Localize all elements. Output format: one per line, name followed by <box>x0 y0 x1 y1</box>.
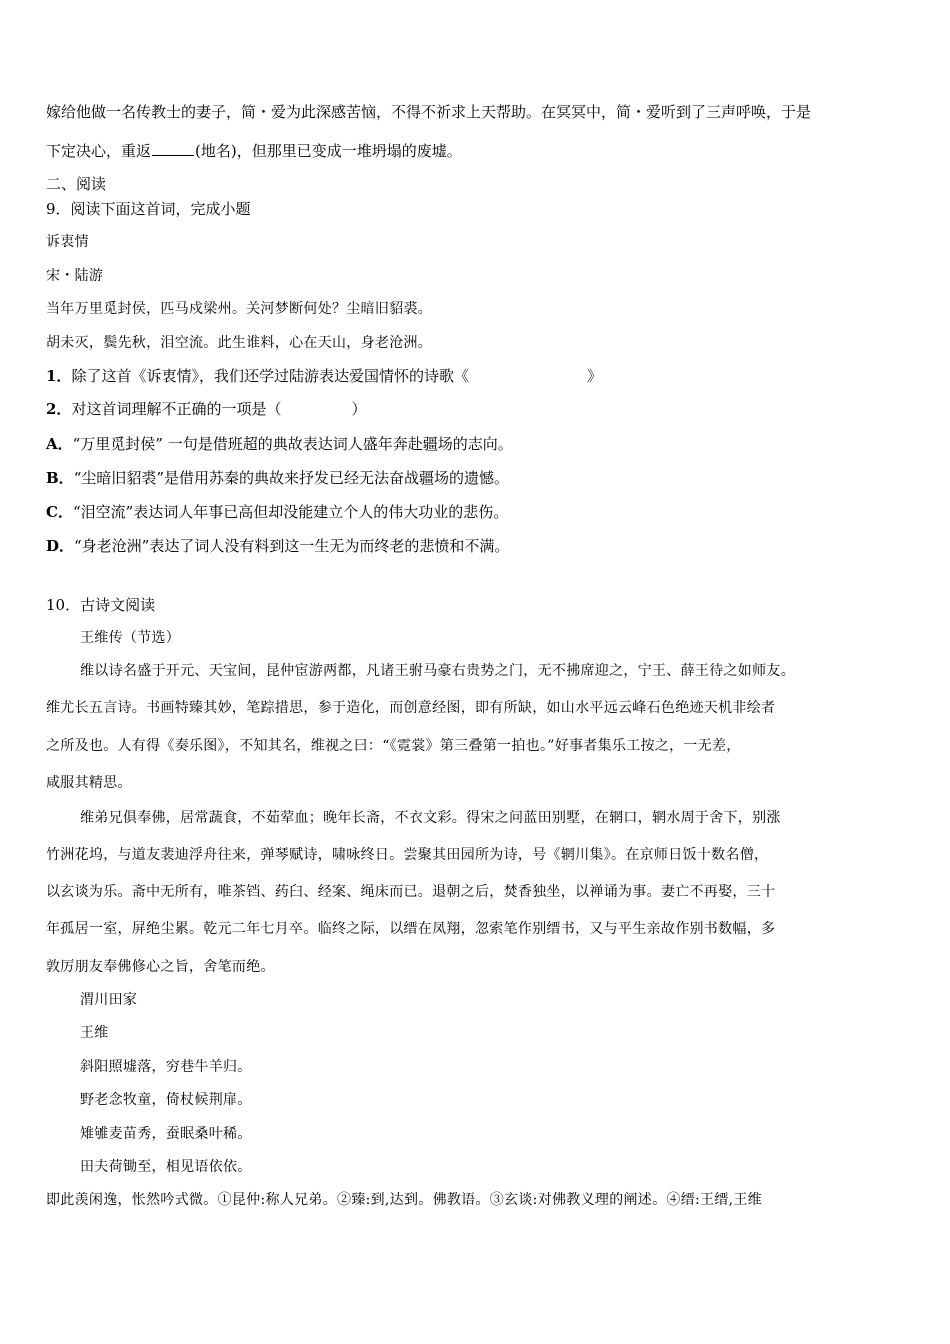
intro-line-2 <box>46 141 908 161</box>
passage-subtitle: 王维传（节选） <box>80 630 181 646</box>
poem-line-2: 胡未灭，鬓先秋，泪空流。此生谁料，心在天山，身老沧洲。 <box>46 335 433 351</box>
subquestion-2-before: 对这首词理解不正确的一项是（ <box>71 400 282 418</box>
option-d-text: “身老沧洲”表达了词人没有料到这一生无为而终老的悲愤和不满。 <box>74 537 510 555</box>
subquestion-2-number: 2． <box>46 400 72 418</box>
subquestion-1-after: 》 <box>586 367 602 385</box>
question-9-prompt: 9．阅读下面这首词，完成小题 <box>46 200 251 218</box>
option-b <box>46 468 908 488</box>
section-heading: 二、阅读 <box>46 175 107 193</box>
para1-line-1: 维以诗名盛于开元、天宝间，昆仲宦游两都，凡诸王驸马豪右贵势之门，无不拂席迎之，宁王、薛王待之如师友。 <box>80 663 795 679</box>
poem2-line-2: 野老念牧童，倚杖候荆扉。 <box>80 1092 252 1108</box>
option-b-text: “尘暗旧貂裘”是借用苏秦的典故来抒发已经无法奋战疆场的遗憾。 <box>73 469 510 487</box>
para2-line-4: 年孤居一室，屏绝尘累。乾元二年七月卒。临终之际，以缙在凤翔，忽索笔作别缙书，又与平生亲故作别书数幅，多 <box>46 921 776 937</box>
para1-line-3: 之所及也。人有得《奏乐图》，不知其名，维视之曰：“《霓裳》第三叠第一拍也。”好事者集乐工按之，一无差， <box>46 738 741 754</box>
option-c-letter: C． <box>46 503 73 521</box>
option-c-text: “泪空流”表达词人年事已高但却没能建立个人的伟大功业的悲伤。 <box>72 503 509 521</box>
answer-blank <box>152 141 194 156</box>
subquestion-1-number: 1． <box>46 367 72 385</box>
poem-line-1: 当年万里觅封侯，匹马戍梁州。关河梦断何处？尘暗旧貂裘。 <box>46 301 433 317</box>
poem-author: 宋・陆游 <box>46 268 104 284</box>
para1-line-4: 咸服其精思。 <box>46 775 132 791</box>
option-a-letter: A． <box>46 435 73 453</box>
para2-line-5: 敦厉朋友奉佛修心之旨，舍笔而绝。 <box>46 959 275 975</box>
para2-line-2: 竹洲花坞，与道友裴迪浮舟往来，弹琴赋诗，啸咏终日。尝聚其田园所为诗，号《辋川集》。在京师日饭十数名僧， <box>46 847 769 863</box>
para1-line-2: 维尤长五言诗。书画特臻其妙，笔踪措思，参于造化，而创意经图，即有所缺，如山水平远云峰石色绝迹天机非绘者 <box>46 700 776 716</box>
poem2-line-1: 斜阳照墟落，穷巷牛羊归。 <box>80 1059 252 1075</box>
poem2-line-3: 雉雊麦苗秀，蚕眠桑叶稀。 <box>80 1126 252 1142</box>
subquestion-2 <box>46 399 908 419</box>
para2-line-1: 维弟兄俱奉佛，居常蔬食，不茹荤血；晚年长斋，不衣文彩。得宋之问蓝田别墅，在辋口，辋水周于舍下，别涨 <box>80 810 781 826</box>
option-a-text: “万里觅封侯” 一句是借班超的典故表达词人盛年奔赴疆场的志向。 <box>72 435 513 453</box>
tail-line: 即此羡闲逸，怅然吟式微。①昆仲:称人兄弟。②臻:到,达到。佛教语。③玄谈:对佛教义理的阐述。④缙:王缙,王维 <box>46 1192 762 1208</box>
subquestion-1 <box>46 366 908 386</box>
option-a <box>46 434 908 454</box>
subquestion-1-before: 除了这首《诉衷情》，我们还学过陆游表达爱国情怀的诗歌《 <box>71 367 469 385</box>
poem-title: 诉衷情 <box>46 234 89 250</box>
poem2-title: 渭川田家 <box>80 992 138 1008</box>
intro-line-1: 嫁给他做一名传教士的妻子，简・爱为此深感苦恼，不得不祈求上天帮助。在冥冥中，简・爱听到了三声呼唤，于是 <box>46 103 812 121</box>
subquestion-2-after: ） <box>351 400 367 418</box>
para2-line-3: 以玄谈为乐。斋中无所有，唯茶铛、药臼、经案、绳床而已。退朝之后，焚香独坐，以禅诵为事。妻亡不再娶，三十 <box>46 884 776 900</box>
intro-line-2-before: 下定决心，重返 <box>46 142 152 160</box>
option-d-letter: D． <box>46 537 75 555</box>
question-10-prompt: 10．古诗文阅读 <box>46 596 156 614</box>
option-d <box>46 536 908 556</box>
option-b-letter: B． <box>46 469 74 487</box>
intro-line-2-after: (地名)，但那里已变成一堆坍塌的废墟。 <box>195 142 462 160</box>
option-c <box>46 502 908 522</box>
poem2-author: 王维 <box>80 1025 109 1041</box>
poem2-line-4: 田夫荷锄至，相见语依依。 <box>80 1159 252 1175</box>
